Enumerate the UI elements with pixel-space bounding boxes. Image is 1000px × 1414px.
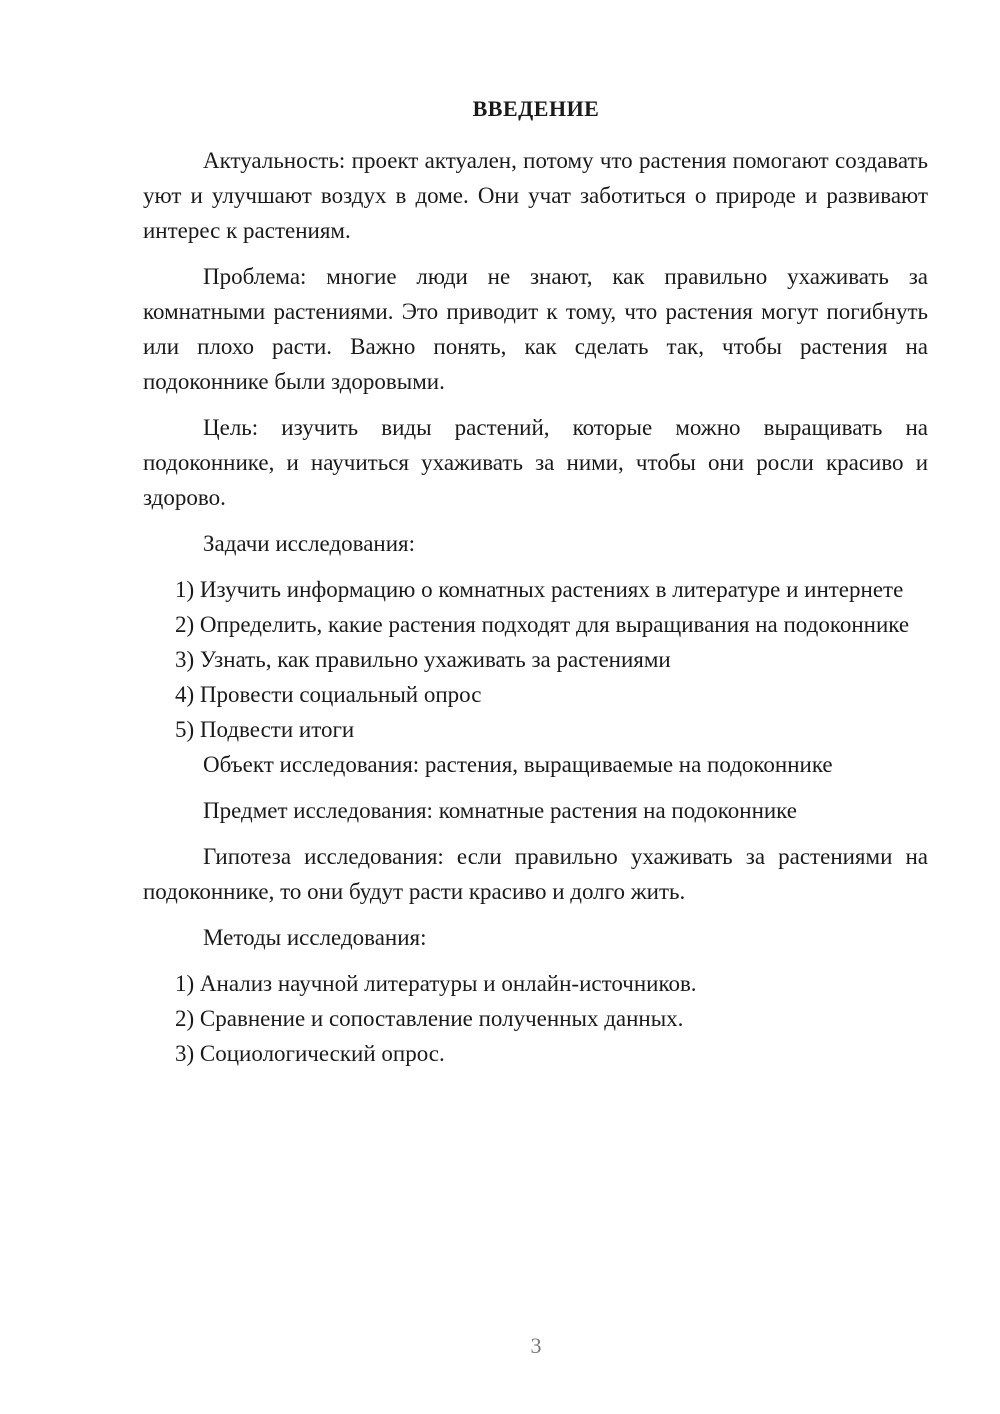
task-item-3: 3) Узнать, как правильно ухаживать за растениями <box>175 647 671 672</box>
method-item-3: 3) Социологический опрос. <box>175 1041 445 1066</box>
method-item-1: 1) Анализ научной литературы и онлайн-источников. <box>175 971 697 996</box>
method-item-2: 2) Сравнение и сопоставление полученных данных. <box>175 1006 684 1031</box>
subject-paragraph: Предмет исследования: комнатные растения на подоконнике <box>203 798 797 823</box>
task-item-4: 4) Провести социальный опрос <box>175 682 482 707</box>
page-title: ВВЕДЕНИЕ <box>472 96 600 121</box>
methods-heading: Методы исследования: <box>203 925 427 950</box>
goal-paragraph: Цель: изучить виды растений, которые можно выращивать на подоконнике, и научиться ухаживать за ними, чтобы они росли красиво и здорово. <box>143 415 928 510</box>
page-number: 3 <box>530 1333 542 1358</box>
task-item-5: 5) Подвести итоги <box>175 717 355 742</box>
task-item-2: 2) Определить, какие растения подходят для выращивания на подоконнике <box>175 612 910 637</box>
page-body <box>143 143 928 1071</box>
relevance-paragraph: Актуальность: проект актуален, потому что растения помогают создавать уют и улучшают воздух в доме. Они учат заботиться о природе и развивают интерес к растениям. <box>143 148 928 243</box>
problem-paragraph: Проблема: многие люди не знают, как правильно ухаживать за комнатными растениями. Это приводит к тому, что растения могут погибнуть или плохо расти. Важно понять, как сделать так, чтобы растения на подоконнике были здоровыми. <box>143 264 928 394</box>
task-item-1: 1) Изучить информацию о комнатных растениях в литературе и интернете <box>175 577 904 602</box>
tasks-heading: Задачи исследования: <box>203 531 416 556</box>
object-paragraph: Объект исследования: растения, выращиваемые на подоконнике <box>203 752 833 777</box>
hypothesis-paragraph: Гипотеза исследования: если правильно ухаживать за растениями на подоконнике, то они будут расти красиво и долго жить. <box>143 844 928 904</box>
